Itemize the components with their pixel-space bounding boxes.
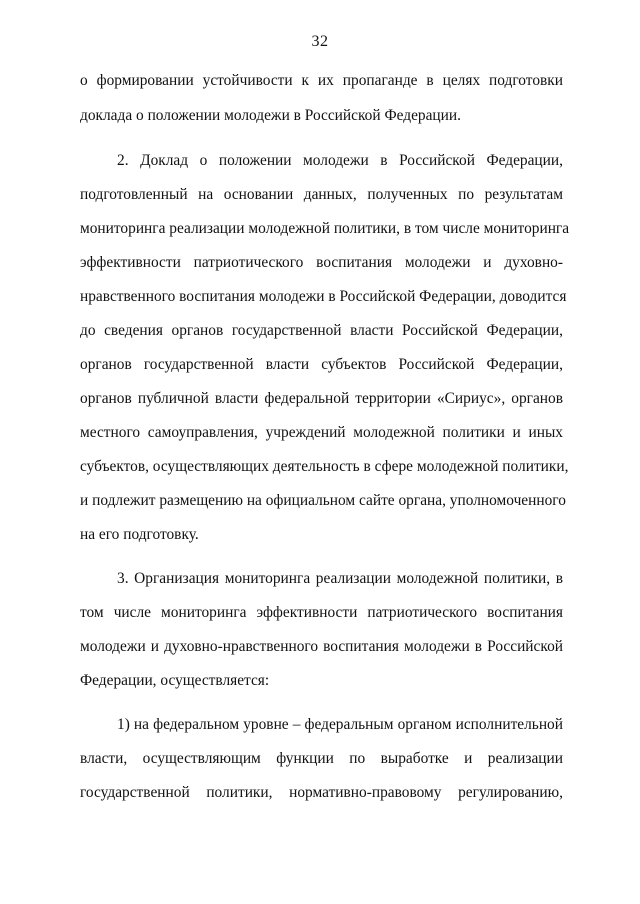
text-line: и подлежит размещению на официальном сайте органа, уполномоченного: [80, 492, 566, 509]
text-line: 1) на федеральном уровне – федеральным органом исполнительной: [117, 716, 563, 733]
text-line: нравственного воспитания молодежи в Российской Федерации, доводится: [80, 288, 567, 305]
text-line: подготовленный на основании данных, полученных по результатам: [80, 186, 563, 203]
text-line: 2. Доклад о положении молодежи в Российской Федерации,: [117, 152, 563, 169]
text-line: Федерации, осуществляется:: [80, 672, 270, 689]
text-line: субъектов, осуществляющих деятельность в сфере молодежной политики,: [80, 458, 569, 475]
text-line: доклада о положении молодежи в Российской Федерации.: [80, 107, 461, 124]
text-line: государственной политики, нормативно-правовому регулированию,: [80, 784, 563, 801]
text-line: молодежи и духовно-нравственного воспитания молодежи в Российской: [80, 638, 563, 655]
page-number: 32: [311, 33, 329, 50]
text-line: местного самоуправления, учреждений молодежной политики и иных: [80, 424, 563, 441]
text-line: 3. Организация мониторинга реализации молодежной политики, в: [117, 570, 563, 587]
text-line: том числе мониторинга эффективности патриотического воспитания: [80, 604, 563, 621]
text-line: до сведения органов государственной власти Российской Федерации,: [80, 322, 563, 339]
text-line: эффективности патриотического воспитания молодежи и духовно-: [80, 254, 563, 271]
text-line: органов государственной власти субъектов Российской Федерации,: [80, 356, 563, 373]
text-line: органов публичной власти федеральной территории «Сириус», органов: [80, 390, 563, 407]
text-line: власти, осуществляющим функции по выработке и реализации: [80, 750, 563, 767]
text-line: мониторинга реализации молодежной политики, в том числе мониторинга: [80, 220, 570, 237]
text-line: о формировании устойчивости к их пропаганде в целях подготовки: [80, 72, 563, 89]
text-line: на его подготовку.: [80, 526, 199, 543]
